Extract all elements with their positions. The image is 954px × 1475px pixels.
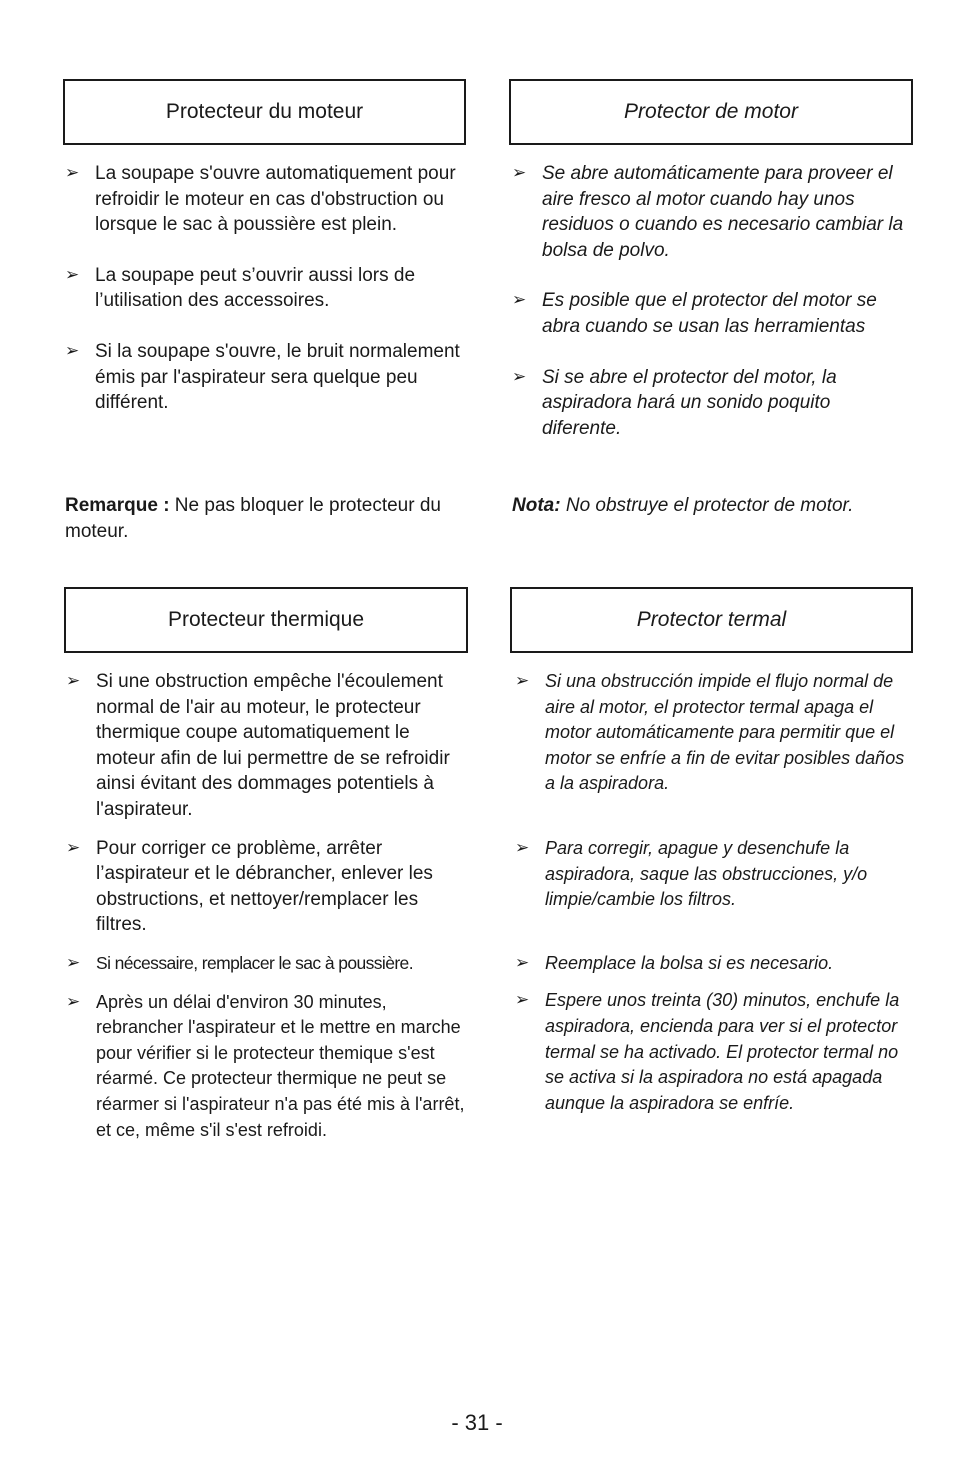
list-item: ➢ Para corregir, apague y desenchufe la aspiradora, saque las obstrucciones, y/o limpie/cambie los filtros.	[515, 837, 868, 910]
arrow-bullet-icon: ➢	[66, 991, 81, 1012]
es-thermal-title: Protector termal	[636, 608, 787, 631]
fr-motor-heading	[63, 79, 466, 145]
arrow-bullet-icon: ➢	[66, 671, 81, 691]
es-motor-note	[512, 493, 912, 519]
arrow-bullet-icon: ➢	[515, 671, 530, 691]
fr-motor-note	[65, 493, 465, 544]
list-item: ➢ La soupape peut s’ouvrir aussi lors de l’utilisation des accessoires.	[65, 264, 416, 312]
arrow-bullet-icon: ➢	[512, 163, 527, 183]
list-item: ➢ La soupape s'ouvre automatiquement pour refroidir le moteur en cas d'obstruction ou lorsque le sac à poussière est plein.	[65, 163, 456, 236]
fr-motor-title: Protecteur du moteur	[165, 100, 364, 123]
list-item: ➢ Reemplace la bolsa si es necesario.	[515, 951, 913, 977]
page-number: - 31 -	[451, 1410, 503, 1435]
arrow-bullet-icon: ➢	[515, 952, 530, 973]
list-item: ➢ Si une obstruction empêche l'écoulement normal de l'air au moteur, le protecteur thermique coupe automatiquement le moteur afin de lui permettre de se refroidir ainsi évitant des dommages potentiels à l'aspirateur.	[66, 671, 450, 820]
arrow-bullet-icon: ➢	[512, 366, 527, 387]
note-label: Nota:	[512, 495, 561, 516]
arrow-bullet-icon: ➢	[66, 837, 81, 858]
fr-thermal-title: Protecteur thermique	[167, 608, 365, 631]
arrow-bullet-icon: ➢	[515, 837, 530, 858]
list-item: ➢ Pour corriger ce problème, arrêter l’aspirateur et le débrancher, enlever les obstructions, et nettoyer/remplacer les filtres.	[66, 837, 433, 936]
list-item: ➢ Après un délai d'environ 30 minutes, rebrancher l'aspirateur et le mettre en marche pour vérifier si le protecteur themique s'est réarmé. Ce protecteur thermique ne peut se réarmer si l'aspirateur n'a pas été mis à l'arrêt, et ce, même s'il s'est refroidi.	[66, 991, 465, 1140]
note-label: Remarque :	[65, 495, 170, 516]
arrow-bullet-icon: ➢	[515, 990, 530, 1011]
es-thermal-heading	[510, 587, 913, 653]
note-text: Ne pas bloquer le protecteur du moteur.	[65, 495, 441, 542]
list-item: ➢ Espere unos treinta (30) minutos, enchufe la aspiradora, encienda para ver si el protector termal se ha activado. El protector termal no se activa si la aspiradora no está apagada aunque la aspiradora se enfríe.	[515, 990, 900, 1113]
es-thermal-list	[515, 669, 913, 1116]
list-item: ➢ Si una obstrucción impide el flujo normal de aire al motor, el protector termal apaga el motor automáticamente para permitir que el motor se enfríe a fin de evitar posibles daños a la aspiradora.	[515, 671, 905, 794]
es-motor-title: Protector de motor	[624, 100, 798, 123]
arrow-bullet-icon: ➢	[65, 264, 80, 285]
list-item: ➢ Si se abre el protector del motor, la aspiradora hará un sonido poquito diferente.	[512, 366, 837, 439]
list-item: ➢ Si la soupape s'ouvre, le bruit normalement émis par l'aspirateur sera quelque peu différent.	[65, 340, 460, 414]
fr-thermal-heading	[64, 587, 468, 653]
list-item: ➢ Es posible que el protector del motor se abra cuando se usan las herramientas	[512, 290, 877, 337]
arrow-bullet-icon: ➢	[66, 952, 81, 973]
es-motor-list	[512, 161, 912, 441]
list-item: ➢ Si nécessaire, remplacer le sac à poussière.	[66, 951, 466, 977]
arrow-bullet-icon: ➢	[65, 340, 80, 361]
fr-motor-list	[65, 161, 465, 416]
list-item: ➢ Se abre automáticamente para proveer el aire fresco al motor cuando hay unos residuos o cuando es necesario cambiar la bolsa de polvo.	[512, 163, 904, 261]
note-text: No obstruye el protector de motor.	[560, 495, 854, 516]
arrow-bullet-icon: ➢	[65, 163, 80, 183]
fr-thermal-list	[66, 669, 466, 1143]
es-motor-heading	[509, 79, 913, 145]
arrow-bullet-icon: ➢	[512, 290, 527, 311]
